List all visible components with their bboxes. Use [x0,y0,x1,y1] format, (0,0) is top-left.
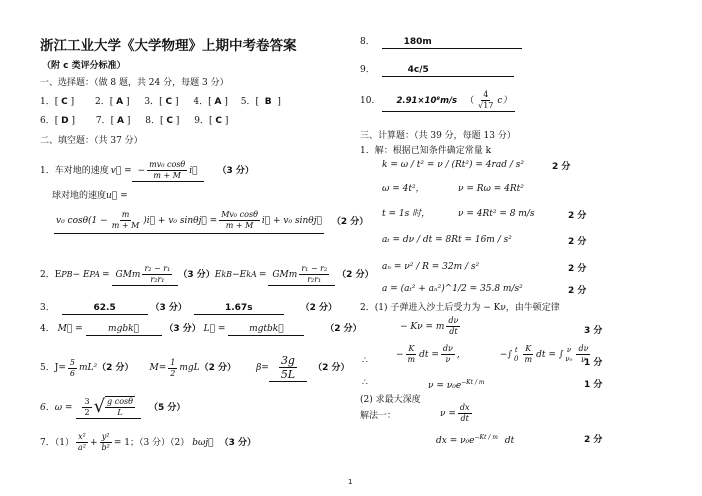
calc2-l2-frac2: $\frac{d\nu}{\nu}$ [442,344,453,364]
q2-gmm1: GMm [115,269,141,280]
q10-open-paren: （ [465,95,475,106]
calc2-l2-integral2: dt = ∫ [536,349,564,360]
q5-answer3 [269,354,307,382]
q5-M: M= [149,363,167,373]
q3-label: 3． [40,303,55,313]
q1c-frac1: $\frac{m}{m + M}$ [111,210,140,230]
q2-eq: = [101,270,110,280]
q2-a: 2．E [40,270,62,280]
q3-answer1: 62.5 [62,302,148,315]
q6-sqrt-frac: $\frac{\text{g cosθ}}{L}$ [107,397,133,417]
therefore-icon: ∴ [362,356,368,366]
calc1-line5: aₙ = ν² / R = 32m / s² [382,262,480,272]
calc2-part2: (2) 求最大深度 [360,395,421,405]
therefore-icon-2: ∴ [362,378,368,388]
section-1-heading: 一、选择题：（做 8 题，共 24 分，每题 3 分） [40,78,229,88]
q2-b: − E [72,270,90,280]
calc2-l5-dt: dt [504,436,515,446]
q10-answer [382,90,515,112]
q4-points2: （2 分） [325,324,362,334]
q5-frac3: $\frac{3g}{5L}$ [280,354,296,381]
calc2-l2-minus: − [396,349,404,360]
calc2-l2-frac3: $\frac{K}{m}$ [524,344,533,364]
calc2-l2-limits2: ν ν₀ [565,345,573,363]
calc1-line3-points: 2 分 [568,211,587,221]
fill-q6 [40,396,185,419]
calc2-l4-frac: $\frac{dx}{dt}$ [459,403,470,423]
q1c-part2: )i⃗ + v₀ sinθj⃗ = [143,215,218,226]
q9-answer: 4c/5 [382,64,514,77]
calc2-l2-limits1: t 0 [514,345,519,363]
q2-e-sub: kA [246,270,257,279]
q1b [52,190,128,202]
calc1-line4: aₜ = dν / dt = 8Rt = 16m / s² [382,235,512,245]
section-3-heading: 三、计算题：（共 39 分，每题 13 分） [360,131,516,141]
q2-frac2: $\frac{\text{r₁ − r₂}}{\text{r₂r₁}}$ [301,264,328,284]
q1-label: 1．车对地的速度 [40,166,109,176]
calc2-l1-frac: $\frac{d\nu}{dt}$ [448,316,459,336]
q4-answer2: mgtbk⃗ [228,323,304,336]
calc2-line2 [396,344,592,365]
calc2-l5-exp: −Kt / m [474,434,498,441]
q1c-answer [54,210,324,234]
mc-3: 3．[ C ] [144,97,179,107]
calc1-line6-points: 2 分 [568,286,587,296]
calc2-line5 [436,432,514,447]
q4-L: L⃗ = [203,324,226,334]
q5-beta: β= [256,363,269,373]
q7-answer: bωj⃗ [192,437,214,448]
document-title: 浙江工业大学《大学物理》上期中考卷答案 [40,38,297,54]
mc-7: 7．[ A ] [95,116,131,126]
fill-q9 [360,64,514,77]
fill-q1 [40,160,254,182]
calc1-intro: 1．解：根据已知条件确定常量 k [360,146,492,156]
mc-row-2 [40,115,228,127]
mc-9: 9．[ C ] [194,116,229,126]
calc1-line6: a = (aₜ² + aₙ²)^1/2 = 35.8 m/s² [382,284,523,294]
fill-q5 [40,354,350,382]
calc1-line1: k = ω / t² = ν / (Rt²) = 4rad / s² [382,160,524,170]
q1-minus: − [137,165,146,176]
q2-gmm2: GMm [272,269,298,280]
q5-points1: （2 分） [97,363,134,373]
calc2-line2-points: 1 分 [584,358,603,368]
calc2-l2-comma: , [456,349,460,360]
q6-frac1: $\frac{3}{2}$ [84,396,90,417]
q4-M: M⃗ = [57,324,83,334]
q5-label: 5．J= [40,363,66,373]
q7-frac-x: $\frac{\text{x²}}{\text{a²}}$ [77,432,86,452]
q5-points3: （2 分） [313,363,350,373]
calc2-line5-points: 2 分 [584,435,603,445]
sqrt-icon: √ [93,396,106,417]
q5-frac1: $\frac{5}{6}$ [69,357,75,378]
mc-4: 4．[ A ] [193,97,228,107]
q10-value: 2.91×10⁸m/s [396,95,458,106]
mc-6: 6．[ D ] [40,116,75,126]
q10-c: c） [497,95,512,106]
q1b-u: u⃗ = [106,191,128,201]
q1c-points: （2 分） [331,217,369,227]
q2-d-sub: kB [221,270,233,279]
q7-plus: + [89,437,98,448]
section-2-heading: 二、填空题：（共 37 分） [40,136,143,146]
q2-answer2 [268,264,335,286]
q2-d: E [214,270,222,280]
mc-5: 5．[ B ] [240,97,281,107]
q5-t2: mgL [179,363,200,373]
calc2-l2-integral1: −∫ [499,349,513,360]
calc2-l1-left: − Kν = m [400,321,445,332]
q3-points1: （3 分） [150,303,187,313]
calc1-line2b: ν = Rω = 4Rt² [458,184,524,194]
calc2-l2-dt: dt = [419,349,439,360]
q1-i: i⃗ [189,165,198,176]
q6-answer [76,396,140,419]
q10-label: 10． [360,96,381,106]
q1-points: （3 分） [217,166,254,176]
q1-answer [132,160,204,182]
calc1-line2a: ω = 4t²， [382,184,425,194]
calc2-intro: 2．(1) 子弹进入沙土后受力为 − Kν，由牛顿定律 [360,303,560,313]
q1c-frac2: $\frac{\text{Mv₀ cosθ}}{m + M}$ [221,210,258,230]
fill-q8 [360,36,522,49]
fill-q4 [40,323,362,336]
calc2-method: 解法一： [360,411,397,421]
calc2-line1 [400,316,462,337]
q7-eq: = 1；（3 分）（2） [113,437,190,448]
q5-points2: （2 分） [199,363,237,373]
q2-answer1 [112,264,179,286]
calc2-line1-points: 3 分 [584,326,603,336]
q2-points2: （2 分） [337,270,374,280]
calc1-line3b: ν = 4Rt² = 8 m/s [458,209,535,219]
q1c-part1: v₀ cosθ(1 − [56,215,108,226]
calc2-l2-frac1: $\frac{K}{m}$ [407,344,416,364]
q8-answer: 180m [382,36,522,49]
fill-q2 [40,264,374,286]
document-subtitle: （附 c 类评分标准） [42,61,126,71]
q7-frac-y: $\frac{\text{y²}}{\text{b²}}$ [101,432,110,452]
calc1-line5-points: 2 分 [568,264,587,274]
fill-q3 [40,302,337,315]
q1b-label: 球对地的速度 [52,191,107,201]
q4-answer1: mgbk⃗ [86,323,162,336]
q1c-line [54,210,368,234]
q2-points1: （3 分） [178,270,215,280]
q1-v: v⃗ = [110,166,132,176]
fill-q10 [360,90,515,112]
q4-label: 4． [40,324,55,334]
q3-points2: （2 分） [300,303,338,313]
fill-q7 [40,432,256,453]
q3-answer2: 1.67s [194,302,284,315]
q1c-part3: i⃗ + v₀ sinθj⃗ [261,215,322,226]
calc2-line4 [440,403,474,424]
q10-fraction: $\frac{4}{√17}$ [478,90,494,110]
calc1-line3a: t = 1s 时， [382,209,431,219]
q2-eq2: = [258,270,267,280]
mc-8: 8．[ C ] [145,116,180,126]
mc-row-1 [40,96,281,108]
mc-1: 1．[ C ] [40,97,75,107]
calc2-line3-points: 1 分 [584,380,603,390]
calc2-line3 [428,377,485,392]
q1-fraction: $\frac{\text{mv₀ cosθ}}{m + M}$ [149,160,186,180]
mc-2: 2．[ A ] [95,97,130,107]
calc1-line1-points: 2 分 [552,162,571,172]
q7-points: （3 分） [219,437,256,448]
calc2-l4-left: ν = [440,408,456,419]
q4-points1: （3 分） [164,324,201,334]
calc1-line4-points: 2 分 [568,237,587,247]
calc2-l2-frac4: $\frac{d\nu}{\nu}$ [578,344,589,364]
q2-e: −E [232,270,247,280]
q9-label: 9． [360,65,375,75]
q2-a-sub: PB [61,270,73,279]
q5-frac2: $\frac{1}{2}$ [170,357,176,378]
page-number: 1 [348,478,353,486]
q7-label: 7．（1） [40,437,74,448]
calc2-l3-main: ν = ν₀e [428,381,462,391]
q5-t1: mL² [78,363,98,373]
calc2-l5-main: dx = ν₀e [436,436,475,446]
q8-label: 8． [360,37,375,47]
q6-points: （5 分） [148,402,186,413]
q2-b-sub: PA [89,270,100,279]
q6-label: 6．ω = [40,402,73,413]
calc2-l3-exp: −Kt / m [461,379,485,386]
q2-frac1: $\frac{\text{r₂ − r₁}}{\text{r₂r₁}}$ [144,264,171,284]
